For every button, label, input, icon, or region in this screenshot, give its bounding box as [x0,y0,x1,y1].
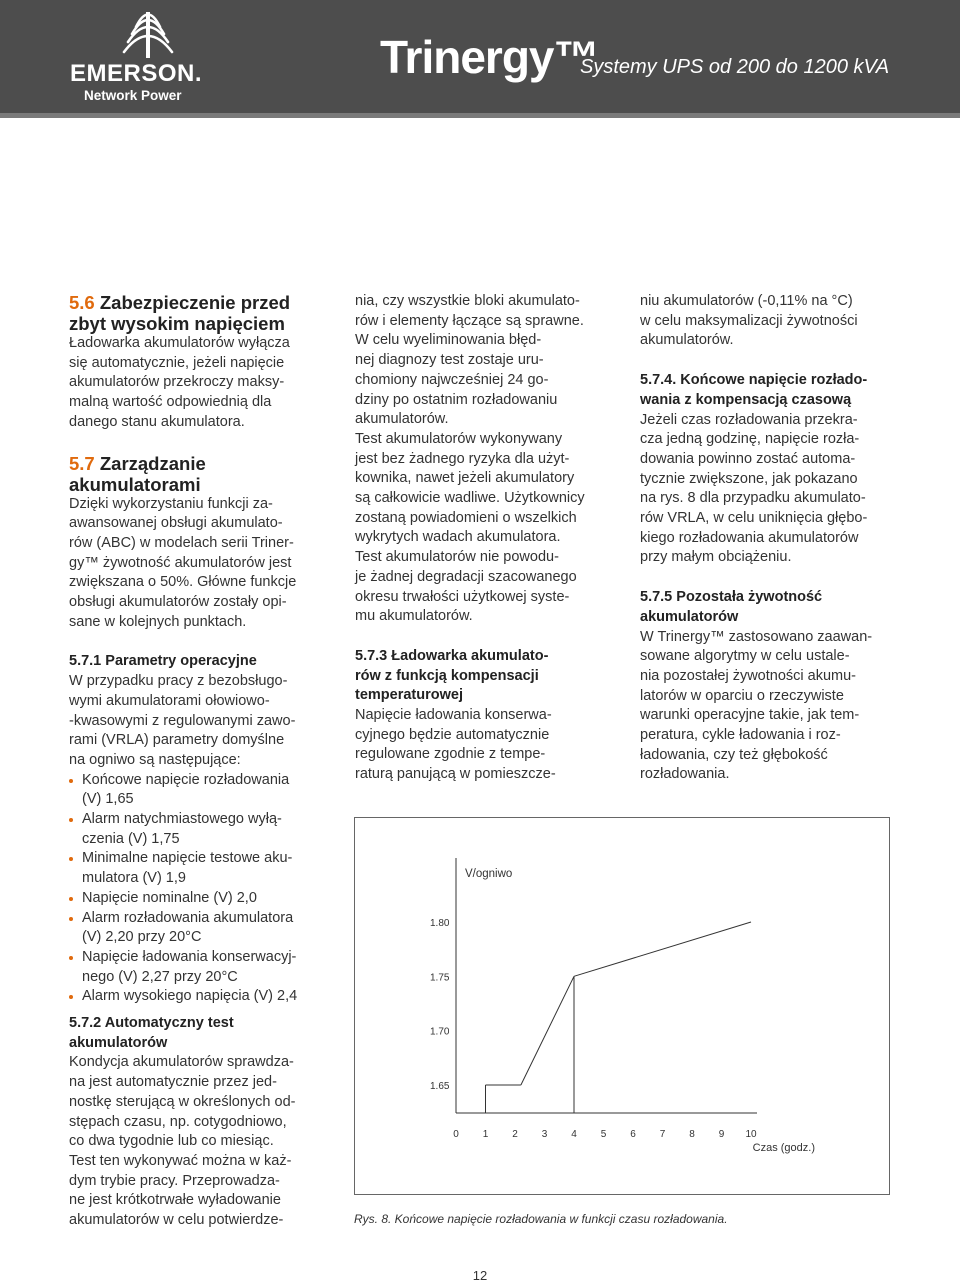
column-left-lower [69,1014,325,1231]
x-tick-label: 1 [482,1129,489,1140]
section-5-7-3-body: Napięcie ładowania konserwa- cyjnego będzie automatycznie regulowane zgodnie z tempe- raturą panującą w pomieszcze- [355,707,556,783]
chart-canvas [355,818,891,1196]
section-5-7-2-body: Kondycja akumulatorów sprawdza- na jest automatycznie przez jed- nostkę sterującą w określonych od- stępach czasu, np. cotygodniowo, co dwa tygodnie lub co miesiąc. Test ten wykonywać można w każ- dym trybie pracy. Przeprowadza- ne jest krótkotrwałe wyładowanie akumulatorów w celu potwierdze- [69,1054,296,1229]
brand-subtitle: Network Power [84,88,182,103]
section-5-7-body: Dzięki wykorzystaniu funkcji za- awansowanej obsługi akumulato- rów (ABC) w modelach serii Triner- gy™ żywotność akumulatorów jest zwiększana o 50%. Główne funkcje obsługi akumulatorów zostały opi- sane w kolejnych punktach. [69,495,297,630]
page-number: 12 [472,1268,488,1283]
section-title: Zarządzanie akumulatorami [69,452,206,495]
section-5-7-1-heading: 5.7.1 Parametry operacyjne [69,653,257,670]
bullet-icon [69,995,73,999]
x-tick-label: 0 [453,1129,459,1140]
section-5-7-2-heading: 5.7.2 Automatyczny test akumulatorów [69,1015,234,1051]
list-item: Alarm rozładowania akumulatora (V) 2,20 przy 20°C [69,909,325,948]
section-5-7-1-body: W przypadku pracy z bezobsługo- wymi akumulatorami ołowiowo- -kwasowymi z regulowanymi zawo- rami (VRLA) parametry domyślne na ogniwo są następujące: [69,673,296,768]
x-tick-label: 9 [718,1129,725,1140]
x-tick-label: 4 [571,1129,577,1140]
column-right [640,292,900,785]
x-tick-label: 8 [689,1129,695,1140]
x-tick-label: 3 [541,1129,548,1140]
emerson-logo [70,12,230,102]
parameter-list [69,771,325,1007]
bullet-icon [69,897,73,901]
series-line-segment [574,922,751,976]
x-axis-label: Czas (godz.) [752,1142,815,1154]
list-item: Napięcie nominalne (V) 2,0 [69,889,325,909]
column-left [69,292,325,1007]
bullet-icon [69,818,73,822]
bullet-icon [69,857,73,861]
section-number: 5.6 [69,292,95,313]
section-5-7-5-heading: 5.7.5 Pozostała żywotność akumulatorów [640,589,823,625]
page-header [0,0,960,118]
section-5-6-heading [69,292,325,334]
section-title: Zabezpieczenie przed zbyt wysokim napięciem [69,292,291,334]
section-5-7-4-body: Jeżeli czas rozładowania przekra- cza jedną godzinę, napięcie rozła- dowania powinno zostać automa- tycznie zwiększone, jak pokazano na rys. 8 dla przypadku akumulato- rów VRLA, w celu uniknięcia głębo- kiego rozładowania akumulatorów przy małym obciążeniu. [640,411,868,566]
bullet-icon [69,917,73,921]
section-5-7-3-heading: 5.7.3 Ładowarka akumulato- rów z funkcją kompensacji temperaturowej [355,647,549,704]
y-tick-label: 1.80 [430,918,450,929]
section-number: 5.7 [69,452,95,474]
list-item: Napięcie ładowania konserwacyj- nego (V) 2,27 przy 20°C [69,948,325,987]
bullet-icon [69,779,73,783]
product-title: Trinergy™ [380,31,599,83]
y-tick-label: 1.70 [430,1026,450,1038]
list-item: Minimalne napięcie testowe aku- mulatora (V) 1,9 [69,849,325,888]
section-5-6-body: Ładowarka akumulatorów wyłącza się automatycznie, jeżeli napięcie akumulatorów przekroczy maksy- malną wartość odpowiednią dla danego stanu akumulatora. [69,335,290,430]
y-tick-label: 1.75 [430,972,450,984]
y-tick-label: 1.65 [430,1081,450,1092]
bullet-icon [69,956,73,960]
x-tick-label: 2 [512,1129,518,1140]
y-axis-label: V/ogniwo [465,868,513,880]
section-5-7-heading [69,453,325,495]
x-tick-label: 5 [600,1129,607,1140]
section-5-7-4-heading: 5.7.4. Końcowe napięcie rozłado- wania z kompensacją czasową [640,372,868,408]
figure-8-chart [354,817,890,1195]
x-tick-label: 7 [659,1129,666,1140]
brand-name: EMERSON. [70,60,203,87]
section-5-7-5-body: W Trinergy™ zastosowano zaawan- sowane algorytmy w celu ustale- nia pozostałej żywotności akumu- latorów w oparciu o rzeczywiste warunki operacyjne takie, jak tem- peratura, cykle ładowania i roz- ładowania, czy też głębokość rozładowania. [640,628,873,783]
x-tick-label: 10 [745,1129,757,1140]
list-item: Końcowe napięcie rozładowania (V) 1,65 [69,771,325,810]
emerson-emblem-icon [120,12,176,60]
column-middle [355,292,615,785]
list-item: Alarm wysokiego napięcia (V) 2,4 [69,987,325,1007]
figure-caption: Rys. 8. Końcowe napięcie rozładowania w funkcji czasu rozładowania. [354,1212,728,1226]
list-item: Alarm natychmiastowego wyłą- czenia (V) 1,75 [69,810,325,849]
x-tick-label: 6 [630,1129,636,1140]
section-5-7-2-continued: nia, czy wszystkie bloki akumulato- rów i elementy łączące są sprawne. W celu wyeliminowania błęd- nej diagnozy test zostaje uru- chomiony najwcześniej 24 go- dziny po ostatnim rozładowaniu akumulatorów. Test akumulatorów wykonywany jest bez żadnego ryzyka dla użyt- kownika, nawet jeżeli akumulatory są całkowicie wadliwe. Użytkownicy zostaną powiadomieni o wszelkich wykrytych wadach akumulatora. Test akumulatorów nie powodu- je żadnej degradacji szacowanego okresu trwałości użytkowej syste- mu akumulatorów. [355,293,585,625]
series-line-segment [521,976,574,1085]
section-5-7-3-continued: niu akumulatorów (-0,11% na °C) w celu maksymalizacji żywotności akumulatorów. [640,293,858,349]
header-divider [0,113,960,118]
product-subtitle: Systemy UPS od 200 do 1200 kVA [580,56,890,78]
